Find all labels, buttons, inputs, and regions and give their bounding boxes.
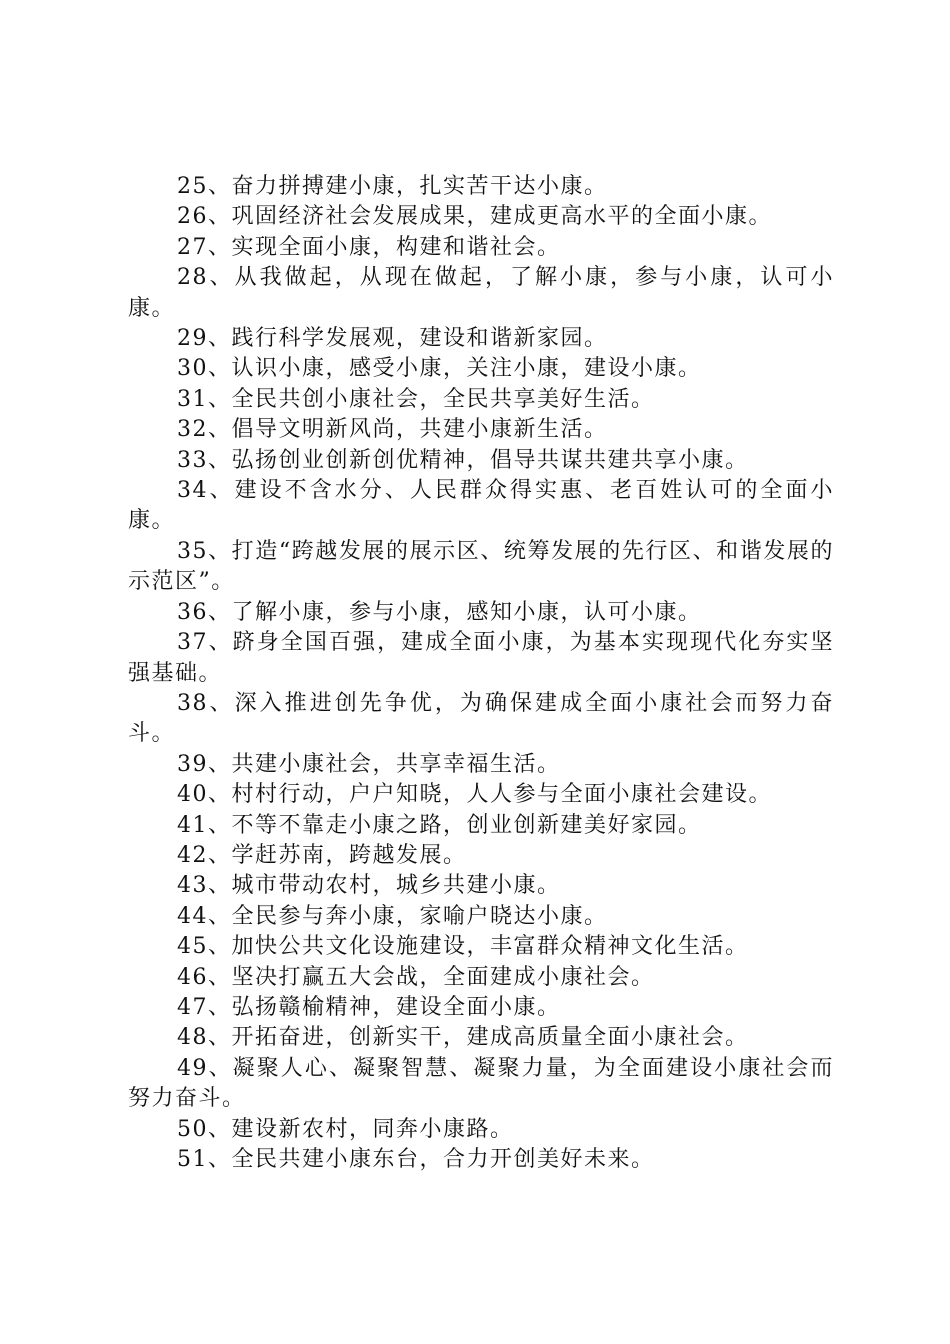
slogan-item-37: 37、跻身全国百强，建成全面小康，为基本实现现代化夯实坚强基础。 — [128, 630, 834, 686]
slogan-item-31: 31、全民共创小康社会，全民共享美好生活。 — [177, 386, 655, 412]
slogan-item-26: 26、巩固经济社会发展成果，建成更高水平的全面小康。 — [177, 204, 772, 230]
slogan-list — [128, 172, 834, 1175]
slogan-item-38: 38、深入推进创先争优，为确保建成全面小康社会而努力奋斗。 — [128, 690, 834, 747]
slogan-item-30: 30、认识小康，感受小康，关注小康，建设小康。 — [177, 356, 702, 382]
slogan-item-50: 50、建设新农村，同奔小康路。 — [177, 1116, 514, 1142]
slogan-item-39: 39、共建小康社会，共享幸福生活。 — [177, 751, 561, 777]
slogan-item-45: 45、加快公共文化设施建设，丰富群众精神文化生活。 — [177, 934, 749, 960]
slogan-item-28: 28、从我做起，从现在做起，了解小康，参与小康，认可小康。 — [128, 265, 834, 321]
slogan-item-44: 44、全民参与奔小康，家喻户晓达小康。 — [177, 903, 608, 929]
slogan-item-32: 32、倡导文明新风尚，共建小康新生活。 — [177, 417, 608, 443]
slogan-item-47: 47、弘扬赣榆精神，建设全面小康。 — [177, 994, 561, 1020]
slogan-item-48: 48、开拓奋进，创新实干，建成高质量全面小康社会。 — [177, 1025, 749, 1051]
slogan-item-46: 46、坚决打赢五大会战，全面建成小康社会。 — [177, 964, 655, 990]
slogan-item-29: 29、践行科学发展观，建设和谐新家园。 — [177, 326, 608, 352]
slogan-item-36: 36、了解小康，参与小康，感知小康，认可小康。 — [177, 599, 702, 625]
slogan-item-27: 27、实现全面小康，构建和谐社会。 — [177, 234, 561, 260]
slogan-item-33: 33、弘扬创业创新创优精神，倡导共谋共建共享小康。 — [177, 447, 749, 473]
slogan-item-34: 34、建设不含水分、人民群众得实惠、老百姓认可的全面小康。 — [128, 478, 834, 534]
slogan-item-51: 51、全民共建小康东台，合力开创美好未来。 — [177, 1147, 655, 1172]
slogan-item-35: 35、打造“跨越发展的展示区、统筹发展的先行区、和谐发展的示范区”。 — [128, 538, 834, 595]
slogan-item-43: 43、城市带动农村，城乡共建小康。 — [177, 873, 561, 899]
slogan-item-25: 25、奋力拼搏建小康，扎实苦干达小康。 — [177, 174, 608, 199]
slogan-item-40: 40、村村行动，户户知晓，人人参与全面小康社会建设。 — [177, 782, 772, 808]
slogan-item-49: 49、凝聚人心、凝聚智慧、凝聚力量，为全面建设小康社会而努力奋斗。 — [128, 1055, 834, 1112]
slogan-item-42: 42、学赶苏南，跨越发展。 — [177, 842, 467, 868]
slogan-item-41: 41、不等不靠走小康之路，创业创新建美好家园。 — [177, 812, 702, 838]
